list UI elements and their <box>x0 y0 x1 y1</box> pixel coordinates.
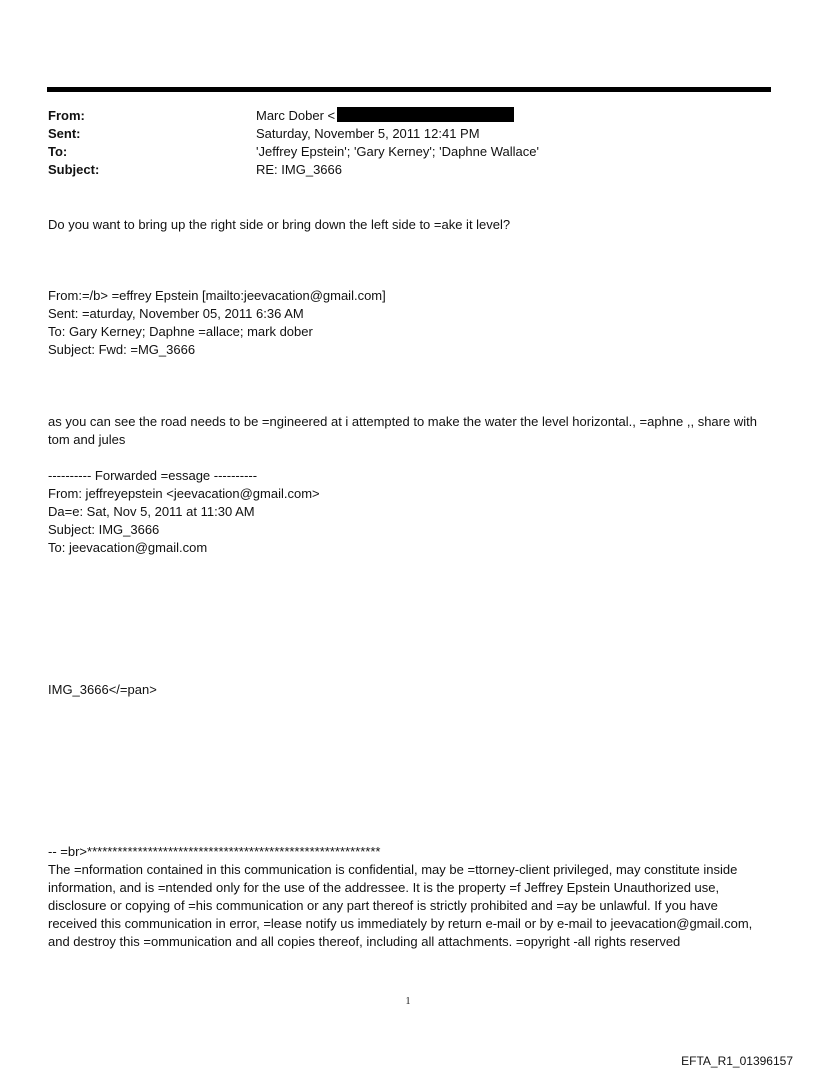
signature-separator: -- =br>********************************************************** <box>48 844 381 859</box>
forwarded-to: To: jeevacation@gmail.com <box>48 540 208 555</box>
attachment-name: IMG_3666</=pan> <box>48 682 157 697</box>
sent-label: Sent: <box>48 126 81 141</box>
forwarded-subject: Subject: IMG_3666 <box>48 522 160 537</box>
disclaimer-text: The =nformation contained in this communication is confidential, may be =ttorney-client privileged, may constitute inside information, and is =ntended only for the use of the addressee. It is the property =f Jeffrey Epstein Unauthorized use, disclosure or copying of =his communication or any part thereof is strictly prohibited and =ay be unlawful. If you have received this communication in error, =lease notify us immediately by return e-mail or by e-mail to jeevacation@gmail.com, and destroy this =ommunication and all copies thereof, including all attachments. =opyright -all rights reserved <box>48 862 753 949</box>
document-id: EFTA_R1_01396157 <box>681 1054 793 1068</box>
forwarded-date: Da=e: Sat, Nov 5, 2011 at 11:30 AM <box>48 504 255 519</box>
to-value: 'Jeffrey Epstein'; 'Gary Kerney'; 'Daphne Wallace' <box>256 144 539 159</box>
quoted-sent: Sent: =aturday, November 05, 2011 6:36 AM <box>48 306 304 321</box>
forwarded-from: From: jeffreyepstein <jeevacation@gmail.com> <box>48 486 320 501</box>
subject-value: RE: IMG_3666 <box>256 162 342 177</box>
from-value: Marc Dober < <box>256 107 514 125</box>
subject-label: Subject: <box>48 162 100 177</box>
quoted-from: From:=/b> =effrey Epstein [mailto:jeevacation@gmail.com] <box>48 288 386 303</box>
from-label: From: <box>48 108 85 123</box>
redaction-box <box>337 107 514 122</box>
header-rule <box>47 87 771 92</box>
to-label: To: <box>48 144 68 159</box>
forwarded-separator: ---------- Forwarded =essage ---------- <box>48 468 258 483</box>
sent-value: Saturday, November 5, 2011 12:41 PM <box>256 126 480 141</box>
page-number: 1 <box>405 996 411 1007</box>
quoted-subject: Subject: Fwd: =MG_3666 <box>48 342 196 357</box>
reply-text: Do you want to bring up the right side or bring down the left side to =ake it level? <box>48 217 511 232</box>
message-text: as you can see the road needs to be =ngineered at i attempted to make the water the level horizontal., =aphne ,, share with tom and jules <box>48 414 757 447</box>
quoted-to: To: Gary Kerney; Daphne =allace; mark dober <box>48 324 313 339</box>
